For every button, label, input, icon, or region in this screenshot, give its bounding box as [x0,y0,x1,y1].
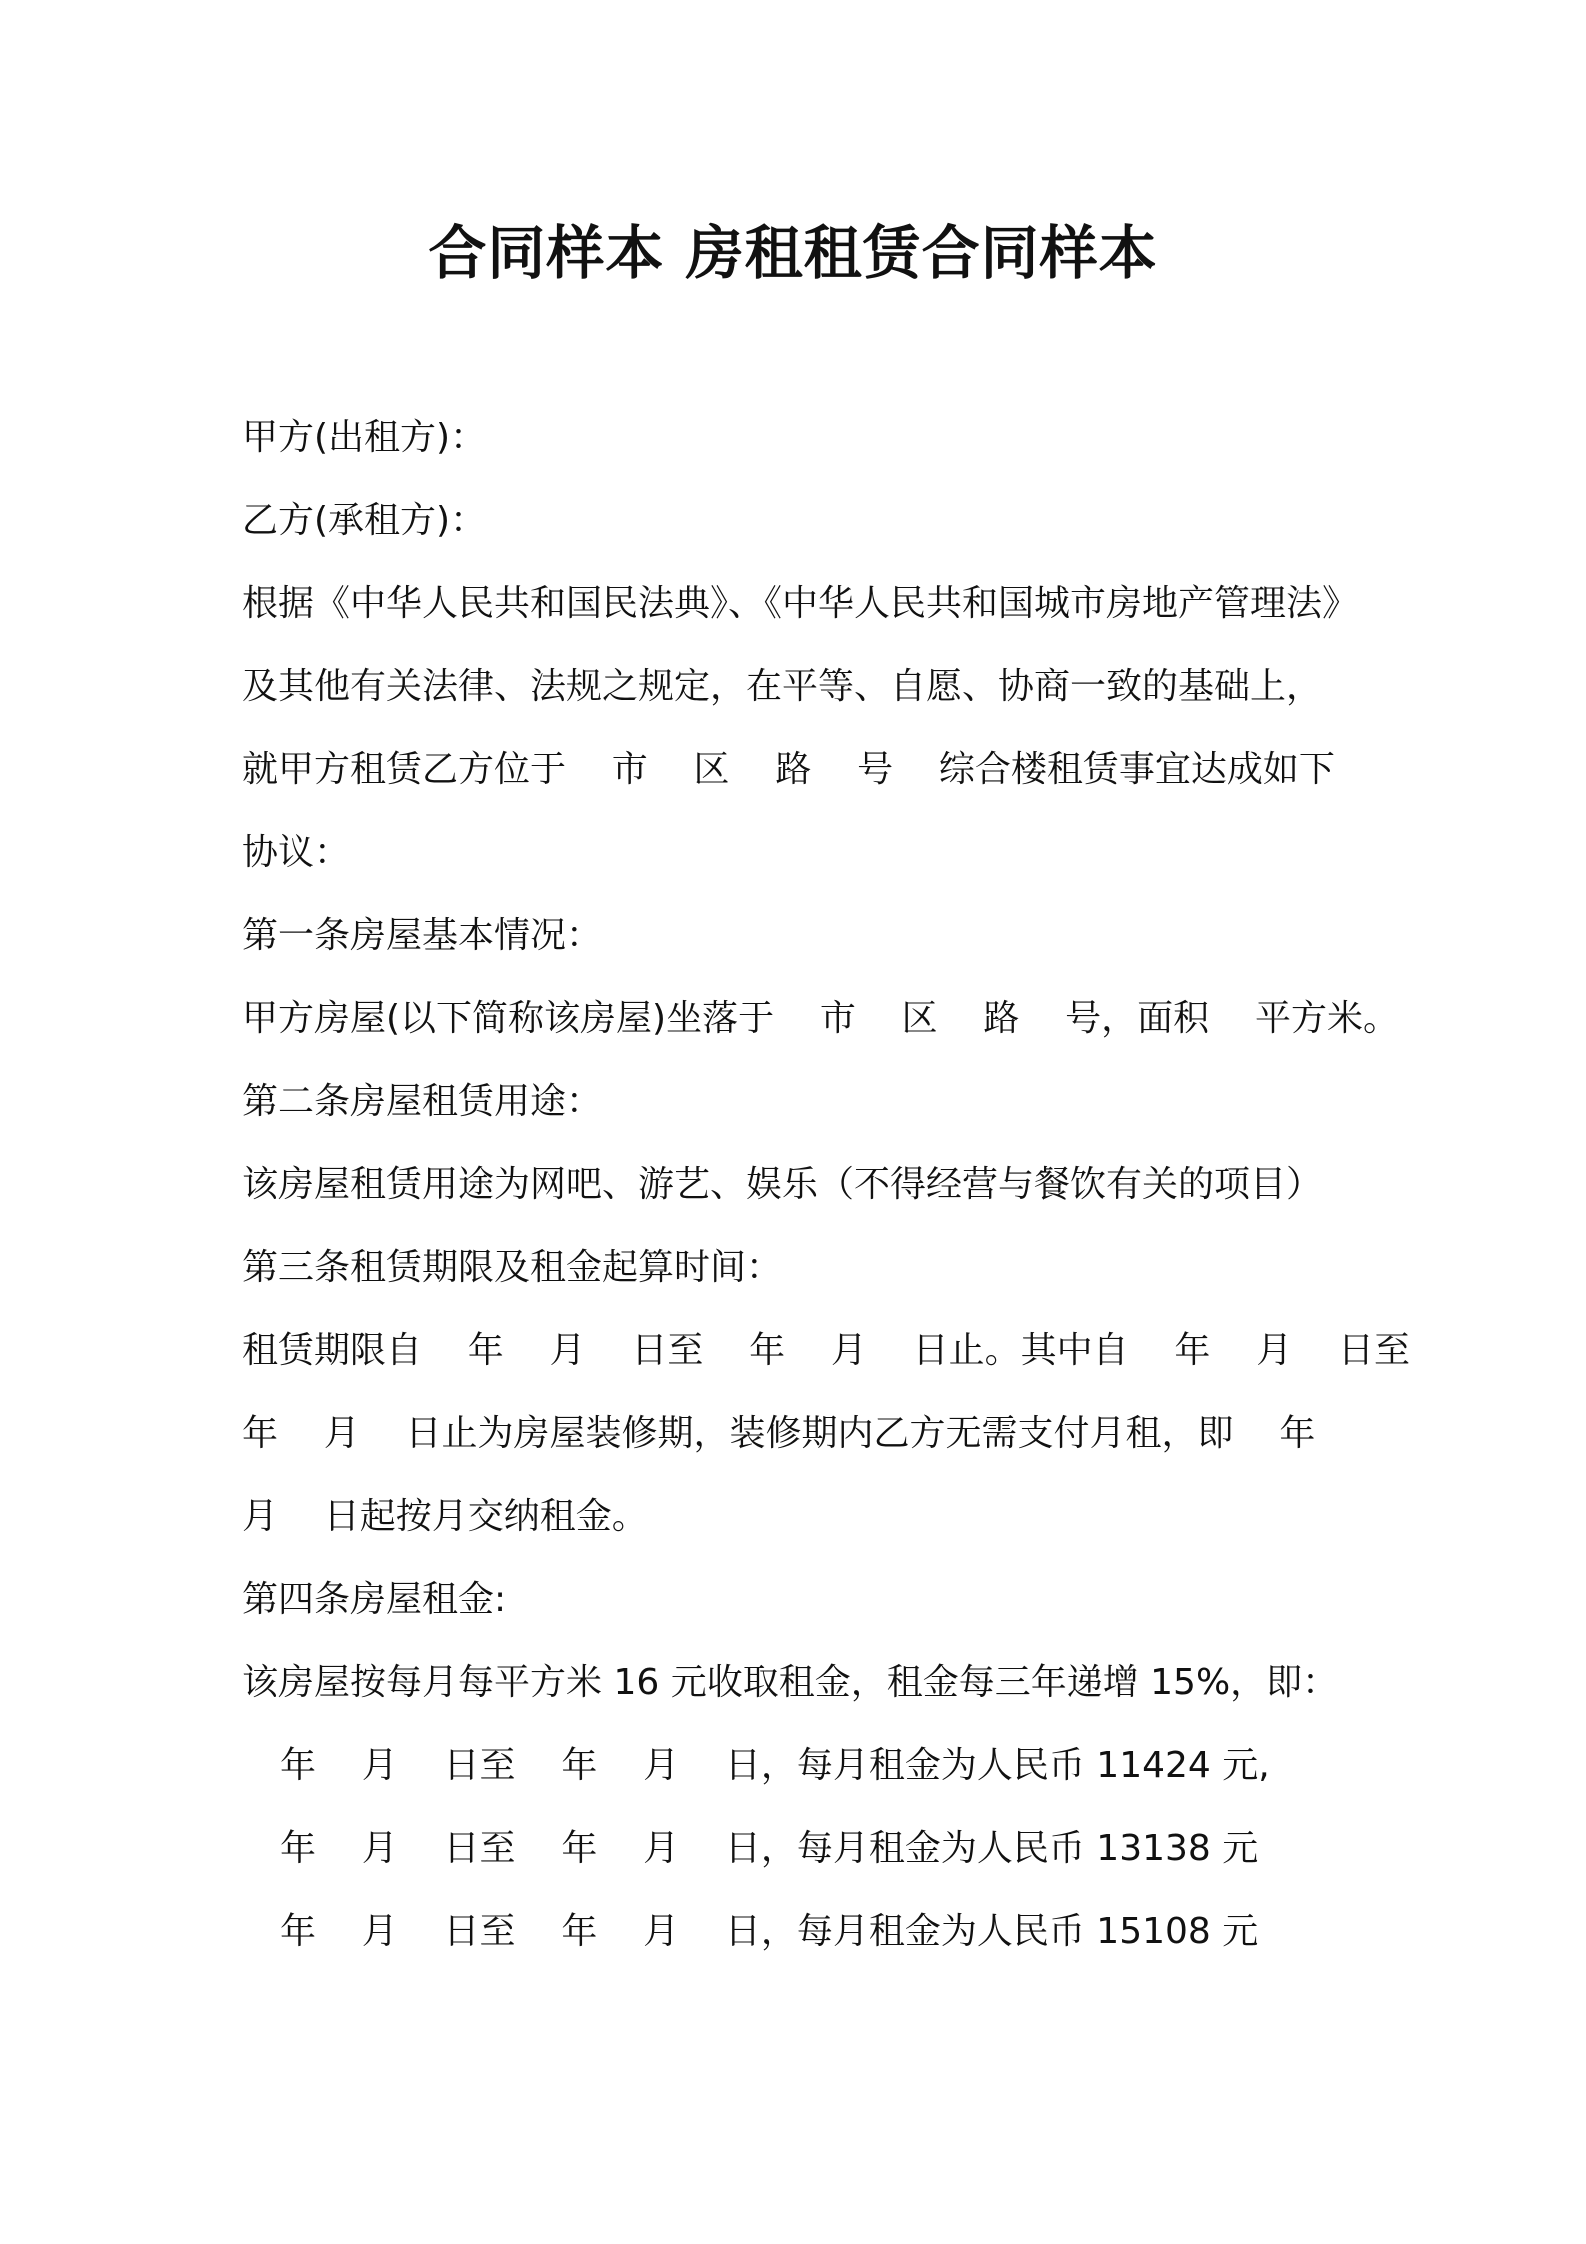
article-3-heading: 第三条租赁期限及租金起算时间： [242,1247,783,1288]
preamble-line-4: 协议： [242,832,351,873]
article-1-heading: 第一条房屋基本情况： [242,915,603,956]
article-2-body: 该房屋租赁用途为网吧、游艺、娱乐（不得经营与餐饮有关的项目） [242,1164,1323,1205]
preamble-line-3: 就甲方租赁乙方位于 市 区 路 号 综合楼租赁事宜达成如下 [242,749,1335,790]
preamble-line-2: 及其他有关法律、法规之规定，在平等、自愿、协商一致的基础上， [242,666,1323,707]
article-4-body: 该房屋按每月每平方米 16 元收取租金，租金每三年递增 15%，即： [242,1662,1339,1703]
article-2-heading: 第二条房屋租赁用途： [242,1081,603,1122]
article-4-heading: 第四条房屋租金: [242,1579,507,1620]
rent-schedule-row-2: 年 月 日至 年 月 日，每月租金为人民币 13138 元 [280,1828,1259,1869]
preamble-line-1: 根据《中华人民共和国民法典》、《中华人民共和国城市房地产管理法》 [242,583,1359,624]
article-3-body-3: 月 日起按月交纳租金。 [242,1496,648,1537]
document-title: 合同样本 房租租赁合同样本 [428,219,1158,287]
article-1-body: 甲方房屋(以下简称该房屋)坐落于 市 区 路 号，面积 平方米。 [242,998,1399,1039]
rent-schedule-row-3: 年 月 日至 年 月 日，每月租金为人民币 15108 元 [280,1911,1259,1952]
rent-schedule-row-1: 年 月 日至 年 月 日，每月租金为人民币 11424 元, [280,1745,1270,1786]
party-a-line: 甲方(出租方)： [242,417,487,458]
party-b-line: 乙方(承租方)： [242,500,487,541]
article-3-body-2: 年 月 日止为房屋装修期，装修期内乙方无需支付月租，即 年 [242,1413,1316,1454]
article-3-body-1: 租赁期限自 年 月 日至 年 月 日止。其中自 年 月 日至 [242,1330,1410,1371]
